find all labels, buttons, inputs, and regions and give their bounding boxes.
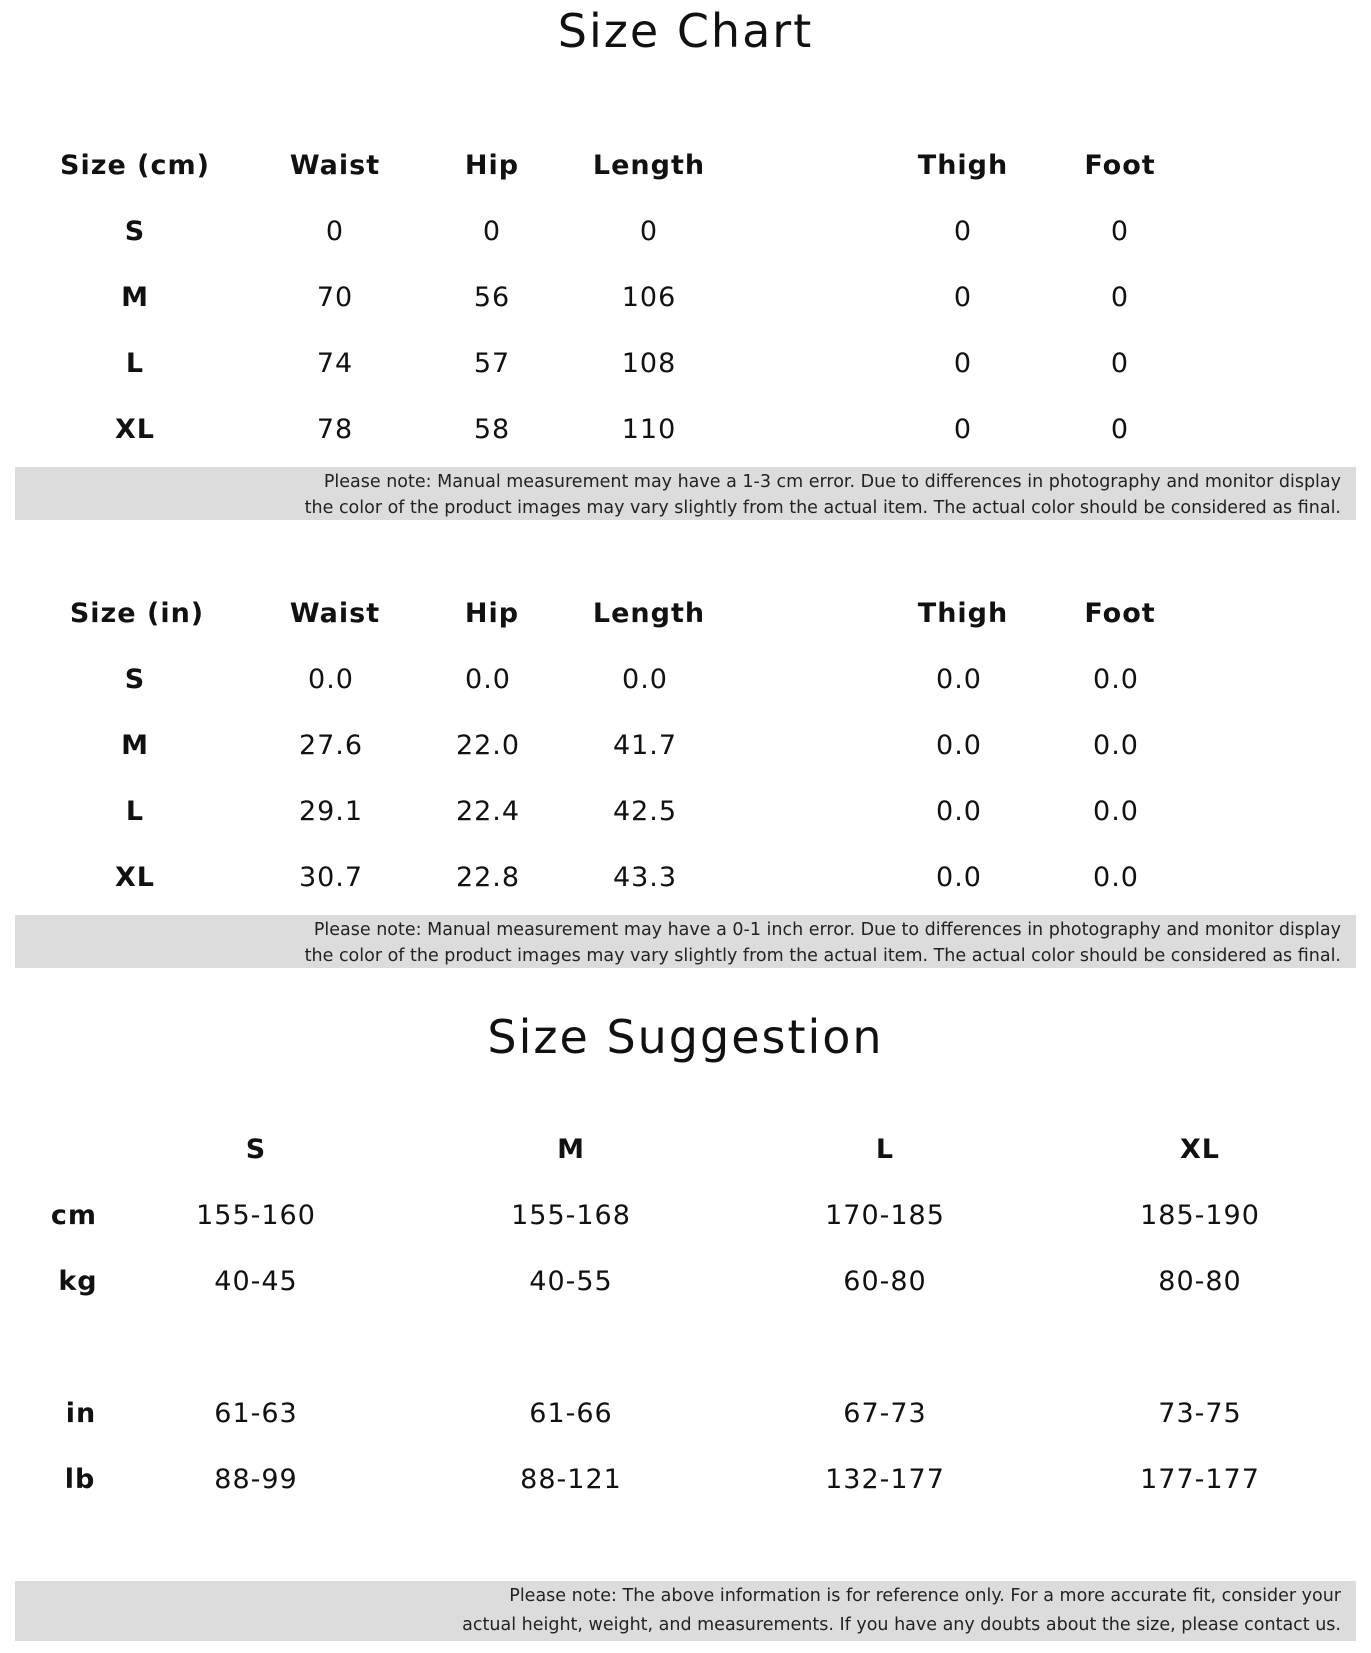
hip-value: 22.8	[455, 862, 521, 893]
height-in-s: 61-63	[214, 1398, 298, 1429]
unit-label-in: in	[65, 1398, 97, 1429]
foot-value: 0	[1110, 282, 1130, 313]
hip-value: 56	[473, 282, 511, 313]
weight-lb-s: 88-99	[214, 1464, 298, 1495]
waist-value: 78	[316, 414, 354, 445]
height-in-xl: 73-75	[1158, 1398, 1242, 1429]
suggestion-note	[15, 1581, 1356, 1641]
thigh-value: 0	[953, 348, 973, 379]
size-label: S	[124, 216, 146, 247]
weight-lb-l: 132-177	[825, 1464, 945, 1495]
thigh-value: 0	[953, 282, 973, 313]
suggestion-size-xl: XL	[1179, 1134, 1221, 1165]
note-line: the color of the product images may vary slightly from the actual item. The actual color should be considered as final.	[304, 498, 1341, 518]
unit-label-kg: kg	[58, 1266, 98, 1297]
cm-header-foot: Foot	[1084, 150, 1156, 181]
suggestion-size-m: M	[557, 1134, 585, 1165]
thigh-value: 0.0	[936, 796, 982, 827]
height-cm-m: 155-168	[511, 1200, 631, 1231]
waist-value: 70	[316, 282, 354, 313]
weight-kg-s: 40-45	[214, 1266, 298, 1297]
hip-value: 22.0	[455, 730, 521, 761]
unit-label-lb: lb	[64, 1464, 96, 1495]
waist-value: 29.1	[298, 796, 364, 827]
length-value: 106	[621, 282, 677, 313]
thigh-value: 0	[953, 414, 973, 445]
foot-value: 0.0	[1093, 796, 1139, 827]
waist-value: 30.7	[298, 862, 364, 893]
foot-value: 0.0	[1093, 664, 1139, 695]
size-label: M	[121, 282, 149, 313]
hip-value: 22.4	[455, 796, 521, 827]
size-chart-title: Size Chart	[557, 4, 814, 58]
note-line: Please note: Manual measurement may have a 0-1 inch error. Due to differences in photography and monitor display	[313, 920, 1341, 940]
hip-value: 0.0	[465, 664, 511, 695]
length-value: 108	[621, 348, 677, 379]
length-value: 0.0	[622, 664, 668, 695]
hip-value: 0	[482, 216, 502, 247]
in-header-waist: Waist	[289, 598, 381, 629]
hip-value: 58	[473, 414, 511, 445]
in-header-foot: Foot	[1084, 598, 1156, 629]
weight-kg-m: 40-55	[529, 1266, 613, 1297]
suggestion-size-l: L	[875, 1134, 895, 1165]
weight-lb-m: 88-121	[520, 1464, 622, 1495]
size-label: S	[124, 664, 146, 695]
in-header-thigh: Thigh	[917, 598, 1009, 629]
note-line: Please note: The above information is for reference only. For a more accurate fit, consider your	[509, 1586, 1341, 1606]
weight-lb-xl: 177-177	[1140, 1464, 1260, 1495]
weight-kg-xl: 80-80	[1158, 1266, 1242, 1297]
thigh-value: 0.0	[936, 730, 982, 761]
foot-value: 0.0	[1093, 730, 1139, 761]
waist-value: 0	[325, 216, 345, 247]
cm-header-size: Size (cm)	[60, 150, 210, 181]
unit-label-cm: cm	[50, 1200, 98, 1231]
height-cm-l: 170-185	[825, 1200, 945, 1231]
in-header-length: Length	[592, 598, 706, 629]
length-value: 0	[639, 216, 659, 247]
waist-value: 27.6	[298, 730, 364, 761]
note-line: Please note: Manual measurement may have a 1-3 cm error. Due to differences in photography and monitor display	[323, 472, 1341, 492]
size-suggestion-title: Size Suggestion	[487, 1010, 884, 1064]
length-value: 110	[621, 414, 677, 445]
waist-value: 0.0	[308, 664, 354, 695]
foot-value: 0	[1110, 348, 1130, 379]
size-label: L	[125, 796, 145, 827]
thigh-value: 0	[953, 216, 973, 247]
size-label: XL	[114, 862, 156, 893]
in-header-size: Size (in)	[69, 598, 205, 629]
length-value: 41.7	[612, 730, 678, 761]
height-in-l: 67-73	[843, 1398, 927, 1429]
foot-value: 0	[1110, 414, 1130, 445]
foot-value: 0.0	[1093, 862, 1139, 893]
cm-measurement-note	[15, 467, 1356, 520]
cm-header-thigh: Thigh	[917, 150, 1009, 181]
size-label: XL	[114, 414, 156, 445]
suggestion-size-s: S	[245, 1134, 267, 1165]
note-line: the color of the product images may vary slightly from the actual item. The actual color should be considered as final.	[304, 946, 1341, 966]
size-label: M	[121, 730, 149, 761]
height-cm-s: 155-160	[196, 1200, 316, 1231]
height-in-m: 61-66	[529, 1398, 613, 1429]
cm-header-length: Length	[592, 150, 706, 181]
height-cm-xl: 185-190	[1140, 1200, 1260, 1231]
note-line: actual height, weight, and measurements. If you have any doubts about the size, please contact us.	[462, 1615, 1341, 1635]
cm-header-waist: Waist	[289, 150, 381, 181]
thigh-value: 0.0	[936, 664, 982, 695]
in-measurement-note	[15, 915, 1356, 968]
foot-value: 0	[1110, 216, 1130, 247]
thigh-value: 0.0	[936, 862, 982, 893]
in-header-hip: Hip	[464, 598, 520, 629]
weight-kg-l: 60-80	[843, 1266, 927, 1297]
size-label: L	[125, 348, 145, 379]
waist-value: 74	[316, 348, 354, 379]
hip-value: 57	[473, 348, 511, 379]
length-value: 43.3	[612, 862, 678, 893]
cm-header-hip: Hip	[464, 150, 520, 181]
length-value: 42.5	[612, 796, 678, 827]
